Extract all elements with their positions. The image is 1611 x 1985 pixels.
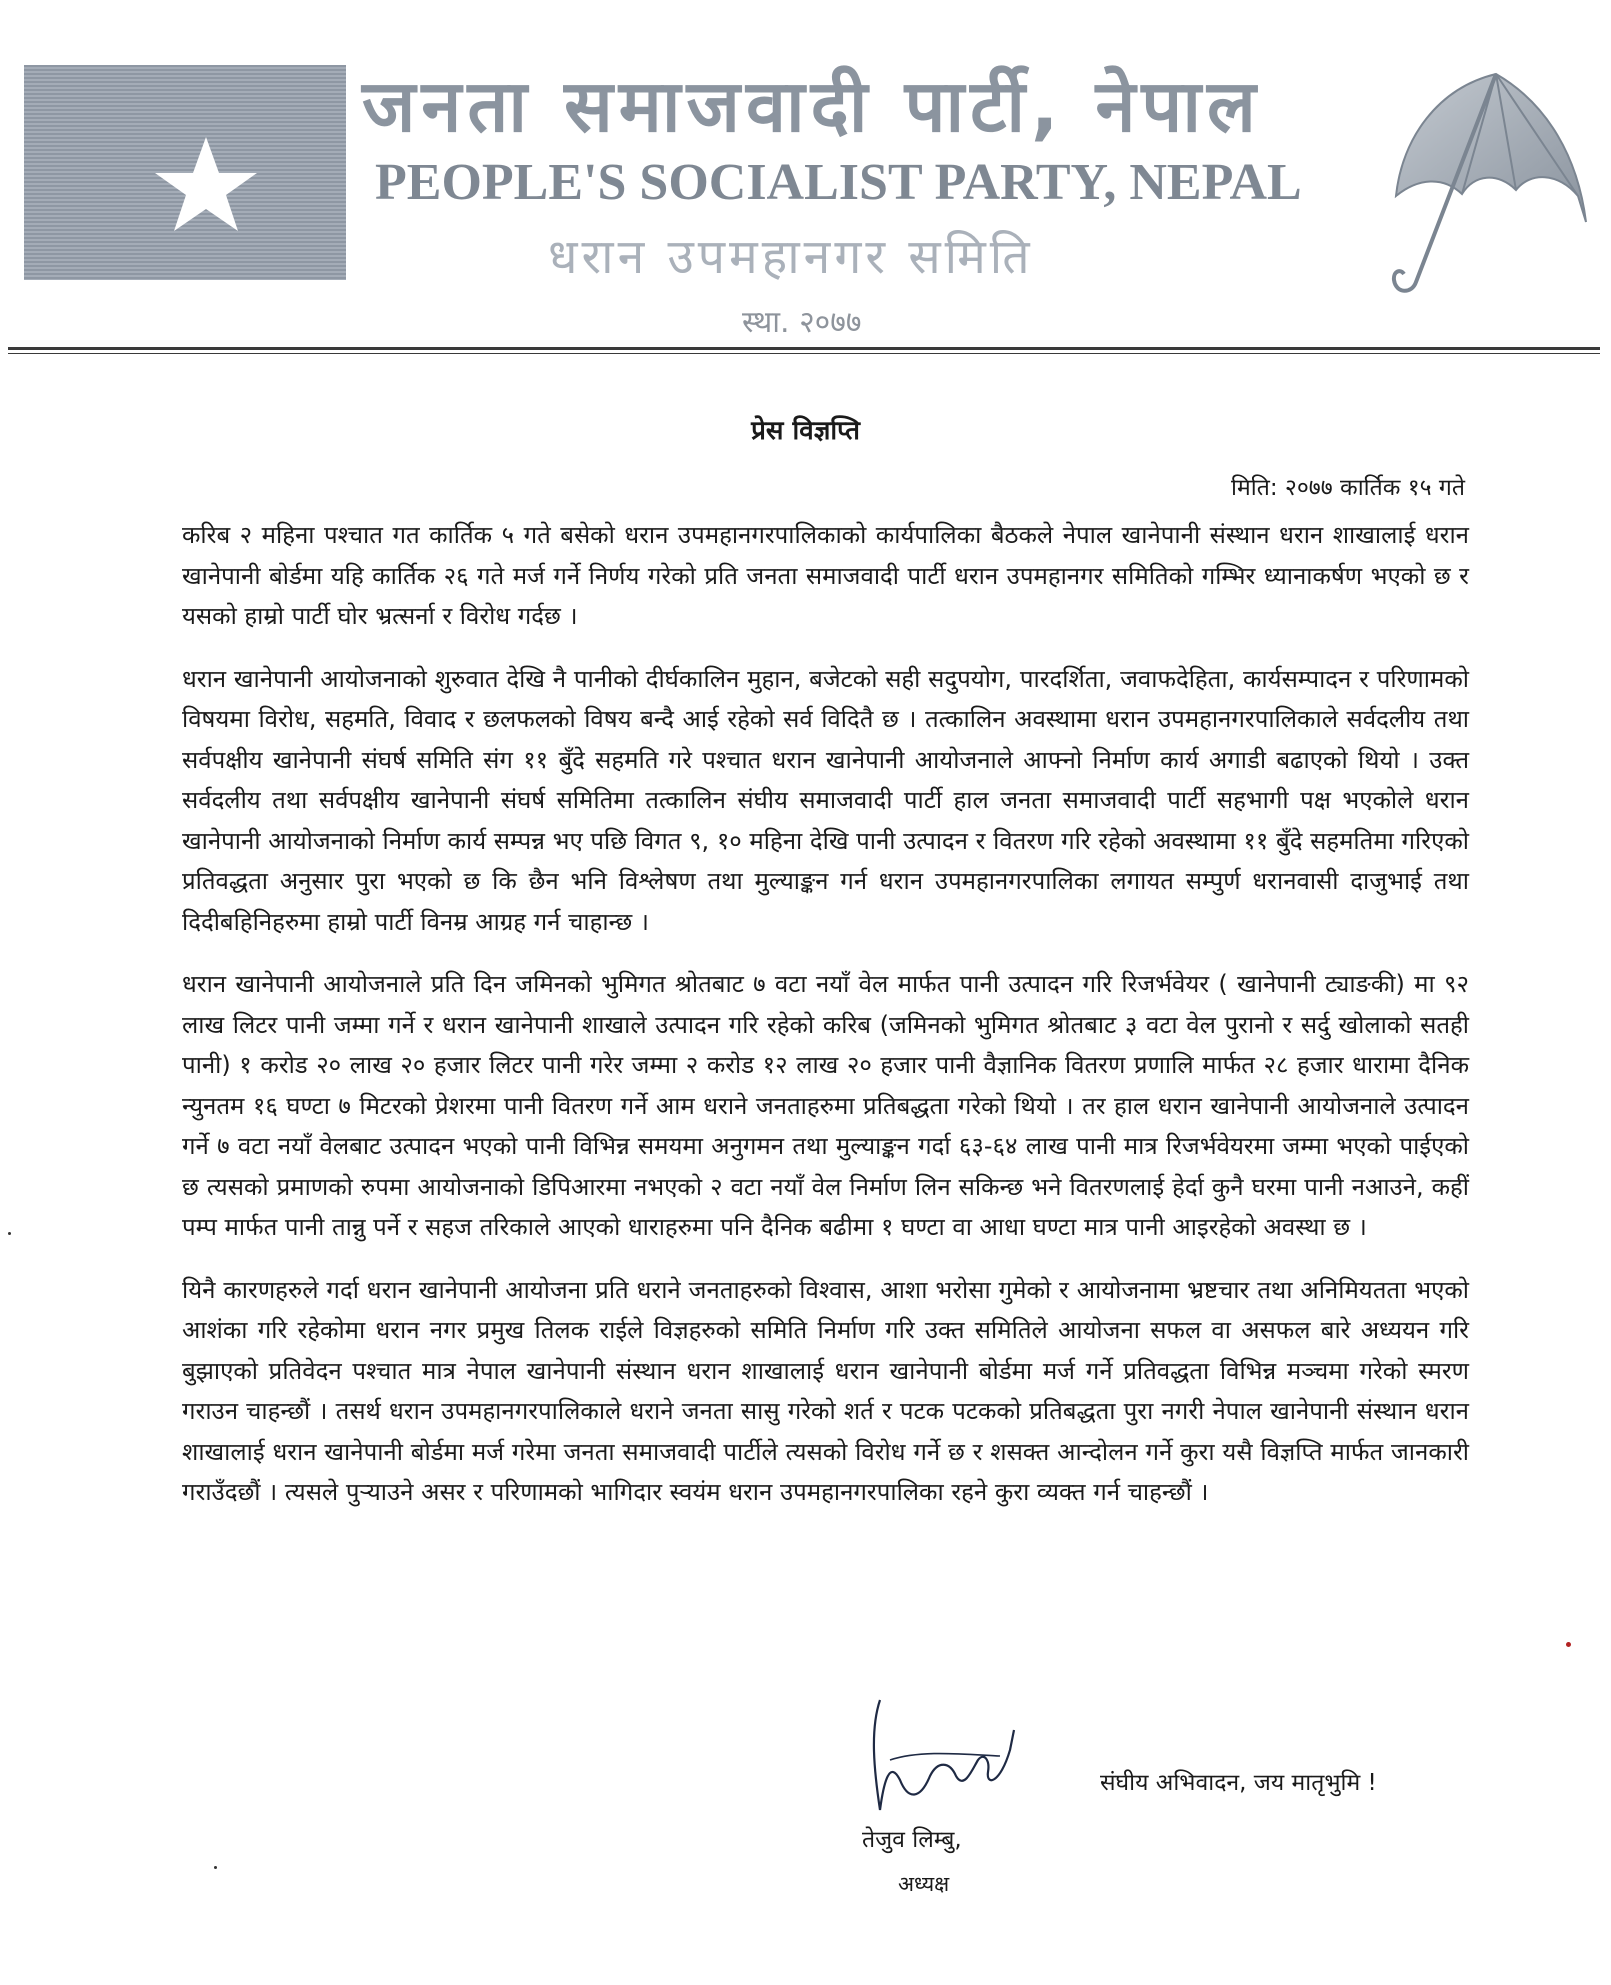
scan-speck xyxy=(8,1232,11,1235)
header-divider xyxy=(8,347,1600,350)
document-body xyxy=(182,515,1469,1535)
party-name-english: PEOPLE'S SOCIALIST PARTY, NEPAL xyxy=(375,154,1302,211)
party-name-nepali: जनता समाजवादी पार्टी, नेपाल xyxy=(362,64,1262,148)
party-flag xyxy=(24,65,346,280)
letterhead xyxy=(0,0,1611,360)
paragraph: धरान खानेपानी आयोजनाको शुरुवात देखि नै पानीको दीर्घकालिन मुहान, बजेटको सही सदुपयोग, पारदर्शिता, जवाफदेहिता, कार्यसम्पादन र परिणामको विषयमा विरोध, सहमति, विवाद र छलफलको विषय बन्दै आई रहेको सर्व विदितै छ । तत्कालिन अवस्थामा धरान उपमहानगरपालिकाले सर्वदलीय तथा सर्वपक्षीय खानेपानी संघर्ष समिति संग ११ बुँदे सहमति गरे पश्चात धरान खानेपानी आयोजनाले आफ्नो निर्माण कार्य अगाडी बढाएको थियो । उक्त सर्वदलीय तथा सर्वपक्षीय खानेपानी संघर्ष समितिमा तत्कालिन संघीय समाजवादी पार्टी हाल जनता समाजवादी पार्टी सहभागी पक्ष भएकोले धरान खानेपानी आयोजनाको निर्माण कार्य सम्पन्न भए पछि विगत ९, १० महिना देखि पानी उत्पादन र वितरण गरि रहेको अवस्थामा ११ बुँदे सहमतिमा गरिएको प्रतिवद्धता अनुसार पुरा भएको छ कि छैन भनि विश्लेषण तथा मुल्याङ्कन गर्न धरान उपमहानगरपालिका लगायत सम्पुर्ण धरानवासी दाजुभाई तथा दिदीबहिनिहरुमा हाम्रो पार्टी विनम्र आग्रह गर्न चाहान्छ । xyxy=(182,664,1469,936)
document-heading: प्रेस विज्ञप्ति xyxy=(751,416,860,446)
paragraph: यिनै कारणहरुले गर्दा धरान खानेपानी आयोजना प्रति धराने जनताहरुको विश्वास, आशा भरोसा गुमेको र आयोजनामा भ्रष्टचार तथा अनिमियतता भएको आशंका गरि रहेकोमा धरान नगर प्रमुख तिलक राईले विज्ञहरुको समिति निर्माण गरि उक्त समितिले आयोजना सफल वा असफल बारे अध्ययन गरि बुझाएको प्रतिवेदन पश्चात मात्र नेपाल खानेपानी संस्थान धरान शाखालाई धरान खानेपानी बोर्डमा मर्ज गर्ने प्रतिवद्धता विभिन्न मञ्चमा गरेको स्मरण गराउन चाहन्छौं । तसर्थ धरान उपमहानगरपालिकाले धराने जनता सासु गरेको शर्त र पटक पटकको प्रतिबद्धता पुरा नगरी नेपाल खानेपानी संस्थान धरान शाखालाई धरान खानेपानी बोर्डमा मर्ज गरेमा जनता समाजवादी पार्टीले त्यसको विरोध गर्ने छ र शसक्त आन्दोलन गर्ने कुरा यसै विज्ञप्ति मार्फत जानकारी गराउँदछौं । त्यसले पुर्‍याउने असर र परिणामको भागिदार स्वयंम धरान उपमहानगरपालिका रहने कुरा व्यक्त गर्न चाहन्छौं । xyxy=(182,1275,1469,1506)
signatory-title: अध्यक्ष xyxy=(898,1872,950,1896)
established-year: स्था. २०७७ xyxy=(742,305,862,340)
paragraph: करिब २ महिना पश्चात गत कार्तिक ५ गते बसेको धरान उपमहानगरपालिकाको कार्यपालिका बैठकले नेपाल खानेपानी संस्थान धरान शाखालाई धरान खानेपानी बोर्डमा यहि कार्तिक २६ गते मर्ज गर्ने निर्णय गरेको प्रति जनता समाजवादी पार्टी धरान उपमहानगर समितिको गम्भिर ध्यानाकर्षण भएको छ र यसको हाम्रो पार्टी घोर भ्रत्सर्ना र विरोध गर्दछ । xyxy=(182,521,1469,630)
scan-speck xyxy=(1566,1642,1571,1647)
paragraph: धरान खानेपानी आयोजनाले प्रति दिन जमिनको भुमिगत श्रोतबाट ७ वटा नयाँ वेल मार्फत पानी उत्पादन गरि रिजर्भवेयर ( खानेपानी ट्याङकी) मा ९२ लाख लिटर पानी जम्मा गर्ने र धरान खानेपानी शाखाले उत्पादन गरि रहेको करिब (जमिनको भुमिगत श्रोतबाट ३ वटा वेल पुरानो र सर्दु खोलाको सतही पानी) १ करोड २० लाख २० हजार लिटर पानी गरेर जम्मा २ करोड १२ लाख २० हजार पानी वैज्ञानिक वितरण प्रणालि मार्फत २८ हजार धारामा दैनिक न्युनतम १६ घण्टा ७ मिटरको प्रेशरमा पानी वितरण गर्ने आम धराने जनताहरुमा प्रतिबद्धता गरेको थियो । तर हाल धरान खानेपानी आयोजनाले उत्पादन गर्ने ७ वटा नयाँ वेलबाट उत्पादन भएको पानी विभिन्न समयमा अनुगमन तथा मुल्याङ्कन गर्दा ६३-६४ लाख पानी मात्र रिजर्भवेयरमा जम्मा भएको पाईएको छ त्यसको प्रमाणको रुपमा आयोजनाको डिपिआरमा नभएको २ वटा नयाँ वेल निर्माण लिन सकिन्छ भने वितरणलाई हेर्दा कुनै घरमा पानी नआउने, कहीं पम्प मार्फत पानी तान्नु पर्ने र सहज तरिकाले आएको धाराहरुमा पनि दैनिक बढीमा १ घण्टा वा आधा घण्टा मात्र पानी आइरहेको अवस्था छ । xyxy=(182,970,1469,1241)
signatory-name: तेजुव लिम्बु, xyxy=(862,1827,962,1853)
closing-greeting: संघीय अभिवादन, जय मातृभुमि ! xyxy=(1100,1770,1377,1796)
handwritten-signature xyxy=(860,1690,1050,1844)
document-date: मिति: २०७७ कार्तिक १५ गते xyxy=(1231,475,1465,501)
scan-speck xyxy=(214,1866,217,1869)
header-divider-thin xyxy=(8,353,1600,354)
star-flag-icon xyxy=(24,65,346,280)
umbrella-icon xyxy=(1388,68,1598,302)
committee-name: धरान उपमहानगर समिति xyxy=(548,229,1034,285)
